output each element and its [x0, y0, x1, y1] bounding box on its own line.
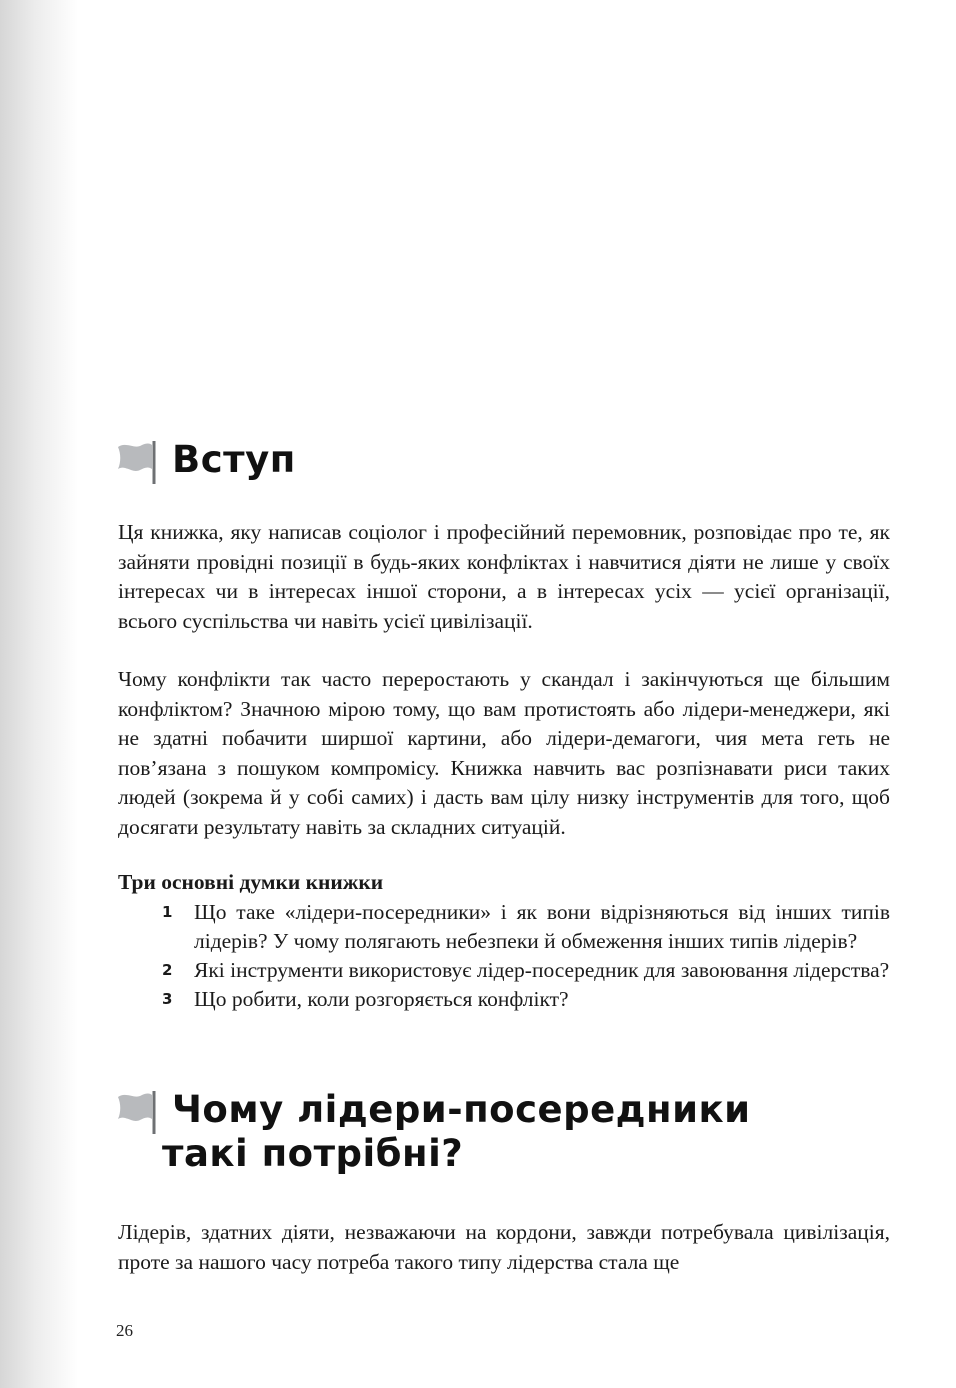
body-paragraph: Лідерів, здатних діяти, незважаючи на кордони, завжди потребувала цивілізація, проте за нашого часу потреба такого типу лідерства стала ще	[118, 1220, 890, 1274]
section-title-line-1: Чому лідери-посередники	[172, 1088, 751, 1131]
page-gutter-shadow	[0, 0, 78, 1388]
list-item-text: Які інструменти використовує лідер-посередник для завоювання лідерства?	[194, 958, 890, 982]
section-title-line-2: такі потрібні?	[162, 1132, 464, 1175]
key-thoughts-heading: Три основні думки книжки	[118, 870, 384, 894]
key-thoughts-list	[118, 898, 890, 1014]
list-item	[118, 956, 890, 985]
section-title	[162, 1088, 751, 1176]
list-item	[118, 898, 890, 956]
flag-icon	[116, 1088, 158, 1134]
section-title: Вступ	[172, 438, 296, 481]
list-item-text: Що робити, коли розгоряється конфлікт?	[194, 987, 569, 1011]
list-item-number: 2	[162, 961, 173, 979]
list-item-number: 3	[162, 990, 173, 1008]
section-heading-intro	[116, 438, 296, 484]
intro-paragraph-2: Чому конфлікти так часто переростають у скандал і закінчуються ще більшим конфліктом? Значною мірою тому, що вам протистоять або лідери-менеджери, які не здатні побачити ширшої картини, або лідери-демагоги, чия мета геть не пов’язана з пошуком компромісу. Книжка навчить вас розпізнавати риси таких людей (зокрема й у собі самих) і дасть вам цілу низку інструментів для того, щоб досягати результату навіть за складних ситуацій.	[118, 667, 890, 839]
list-item-text: Що таке «лідери-посередники» і як вони відрізняються від інших типів лідерів? У чому полягають небезпеки й обмеження інших типів лідерів?	[194, 900, 890, 953]
section-heading-why-mediators	[116, 1088, 751, 1176]
flag-icon	[116, 438, 158, 484]
list-item-number: 1	[162, 903, 173, 921]
intro-paragraph-1: Ця книжка, яку написав соціолог і професійний перемовник, розповідає про те, як зайняти провідні позиції в будь-яких конфліктах і навчитися діяти не лише у своїх інтересах чи в інтересах іншої сторони, а в інтересах усіх — усієї організації, всього суспільства чи навіть усієї цивілізації.	[118, 520, 890, 633]
list-item	[118, 985, 890, 1014]
page-number: 26	[116, 1321, 133, 1340]
